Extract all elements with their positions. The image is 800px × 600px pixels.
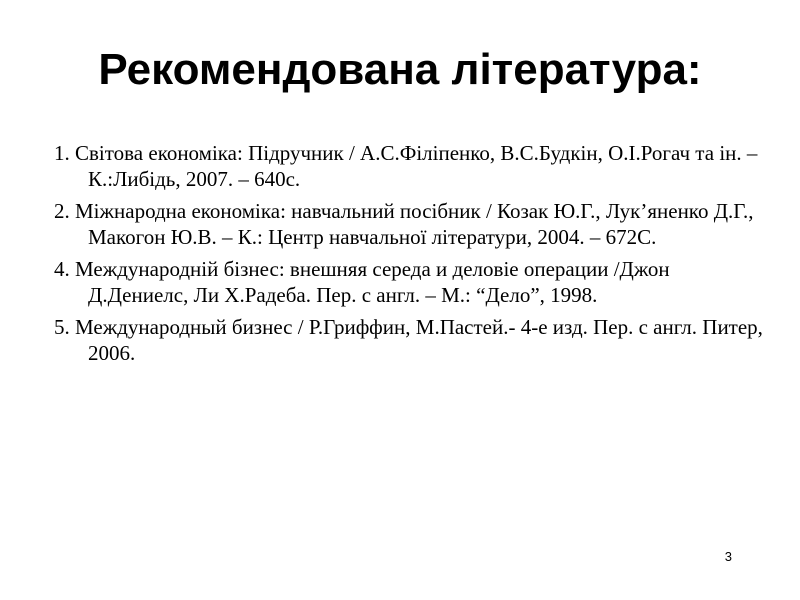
reference-item: 2. Міжнародна економіка: навчальний посібник / Козак Ю.Г., Лук’яненко Д.Г., Макогон Ю.В. – К.: Центр навчальної літератури, 2004. – 672С.	[54, 199, 754, 249]
page-number: 3	[724, 549, 732, 564]
reference-item: 1. Світова економіка: Підручник / А.С.Філіпенко, В.С.Будкін, О.І.Рогач та ін. – К.:Либідь, 2007. – 640с.	[54, 141, 758, 191]
reference-item: 4. Международній бізнес: внешняя середа и деловіе операции /Джон Д.Дениелс, Ли Х.Радеба. Пер. с англ. – М.: “Дело”, 1998.	[54, 257, 670, 307]
slide-title: Рекомендована література:	[98, 45, 702, 94]
reference-list	[54, 140, 774, 372]
reference-item: 5. Международный бизнес / Р.Гриффин, М.Пастей.- 4-е изд. Пер. с англ. Питер, 2006.	[54, 315, 763, 365]
